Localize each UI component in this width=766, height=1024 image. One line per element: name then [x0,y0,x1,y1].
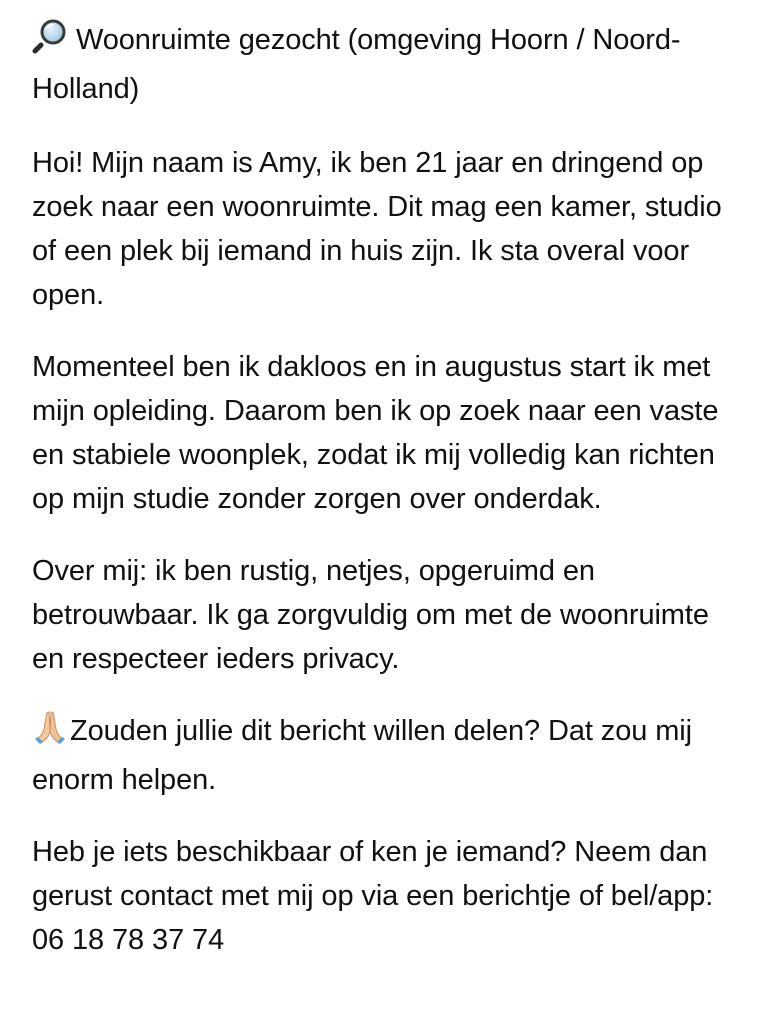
situation-paragraph: Momenteel ben ik dakloos en in augustus start ik met mijn opleiding. Daarom ben ik op zoek naar een vaste en stabiele woonplek, zodat ik mij volledig kan richten op mijn studie zonder zorgen over onderdak. [32,351,719,515]
share-request-paragraph [32,709,742,802]
intro-paragraph: Hoi! Mijn naam is Amy, ik ben 21 jaar en dringend op zoek naar een woonruimte. Dit mag een kamer, studio of een plek bij iemand in huis zijn. Ik sta overal voor open. [32,147,722,311]
praying-hands-icon [32,709,68,758]
about-me-paragraph: Over mij: ik ben rustig, netjes, opgeruimd en betrouwbaar. Ik ga zorgvuldig om met de woonruimte en respecteer ieders privacy. [32,555,709,675]
share-request-text: Zouden jullie dit bericht willen delen? Dat zou mij enorm helpen. [32,715,692,796]
contact-paragraph: Heb je iets beschikbaar of ken je iemand? Neem dan gerust contact met mij op via een berichtje of bel/app: 06 18 78 37 74 [32,836,714,956]
post-title-text: Woonruimte gezocht (omgeving Hoorn / Noord-Holland) [32,24,681,105]
post-title [32,18,742,111]
magnifying-glass-icon [32,18,68,67]
